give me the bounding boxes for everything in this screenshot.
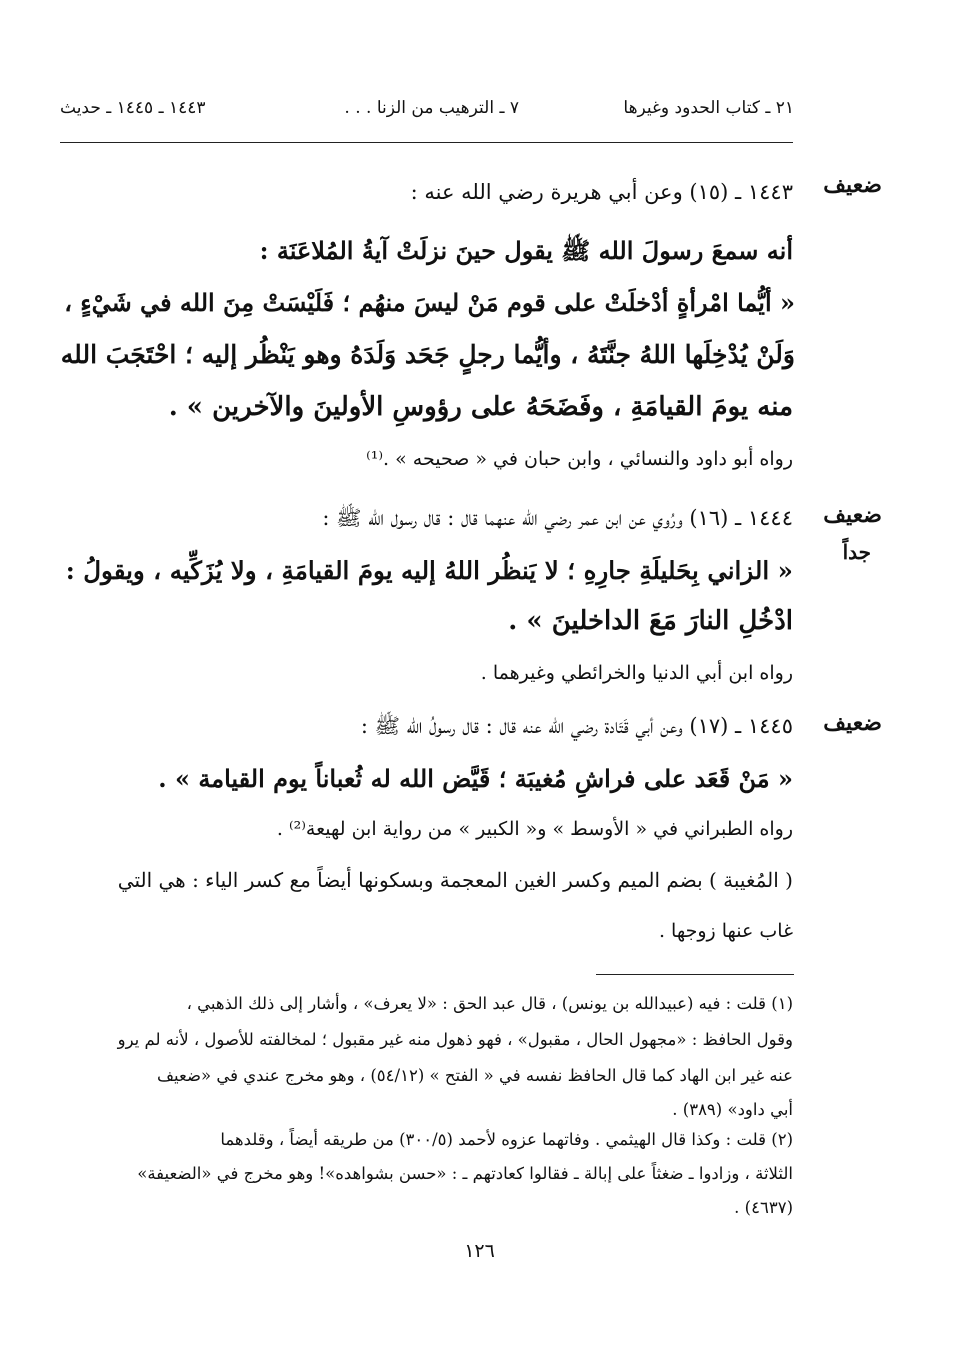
header-rule — [60, 142, 793, 143]
header-section: ٧ ـ الترهيب من الزنا . . . — [344, 98, 519, 118]
header-range: ١٤٤٣ ـ ١٤٤٥ ـ حديث — [60, 98, 206, 118]
hadith-line: « الزاني بِحَليلَةِ جارِهِ ؛ لا يَنظُر اللهُ إليه يومَ القيامَةِ ، ولا يُزَكِّيه ، ويقولُ : — [65, 556, 793, 585]
hadith-line: « أيُّما امْرأةٍ أدْخلَتْ على قوم مَنْ ليسَ منهُم ؛ فَلَيْسَتْ مِنَ الله في شَيْءٍ ، — [64, 288, 795, 317]
footnote-line: عنه غير ابن الهاد كما قال الحافظ نفسه في « الفتح » (٥٤/١٢) ، وهو مخرج عندي في «ضعيف — [156, 1066, 793, 1085]
hadith-line: أنه سمعَ رسولَ الله ﷺ يقول حينَ نزلَتْ آيةُ المُلاعَنَة : — [259, 236, 793, 265]
footnote-rule — [596, 974, 794, 975]
footnote-line: (٤٦٣٧) . — [734, 1198, 793, 1217]
footnote-line: وقول الحافظ : «مجهول الحال ، مقبول» ، فهو ذهول منه غير مقبول ؛ لمخالفته للأصول ، لأنه لم يرو — [117, 1030, 793, 1049]
hadith-intro-1444: ١٤٤٤ ـ (١٦) ورُوي عن ابن عمر رضي الله عنهما قال : قال رسول الله ﷺ : — [322, 506, 793, 530]
footnote-line: الثلاثة ، وزادوا ـ ضغثاً على إبالة ـ فقالوا كعادتهم ـ : «حسن بشواهده»! وهو مخرج في «الضعيفة» — [137, 1164, 793, 1183]
page-number: ١٢٦ — [464, 1240, 495, 1262]
hadith-source-1445: رواه الطبراني في « الأوسط » و« الكبير » من رواية ابن لهيعة⁽²⁾ . — [276, 818, 793, 840]
grade-label-1444-extra: جداً — [842, 540, 871, 564]
hadith-line: ادْخُلِ النارَ مَعَ الداخلينَ » . — [508, 606, 793, 636]
footnote-line: (٢) قلت : وكذا قال الهيثمي . وفاتهما عزوه لأحمد (٣٠٠/٥) من طريقه أيضاً ، وقلدهما — [220, 1130, 793, 1149]
gloss-line: ( المُغيبة ) بضم الميم وكسر الغين المعجمة وبسكونها أيضاً مع كسر الياء : هي التي — [117, 868, 793, 892]
grade-label-1443: ضعيف — [823, 172, 882, 198]
footnote-line: أبي داود» (٣٨٩) . — [672, 1100, 793, 1119]
grade-label-1444: ضعيف — [823, 502, 882, 528]
hadith-line: « مَنْ قَعَد على فراشِ مُغيبَة ؛ قَيَّض الله له ثُعباناً يوم القيامة » . — [158, 764, 793, 793]
hadith-intro-1443: ١٤٤٣ ـ (١٥) وعن أبي هريرة رضي الله عنه : — [410, 180, 793, 204]
hadith-source-1443: رواه أبو داود والنسائي ، وابن حبان في « صحيحه » .⁽¹⁾ — [366, 448, 793, 470]
hadith-line: منه يومَ القيامَةِ ، وفَضَحَهُ على رؤوسِ الأولينَ والآخرين » . — [168, 392, 793, 422]
hadith-intro-1445: ١٤٤٥ ـ (١٧) وعن أبي قَتَادة رضي الله عنه قال : قال رسولُ الله ﷺ : — [360, 714, 793, 738]
hadith-line: وَلَنْ يُدْخِلَها اللهُ جنَّتَهُ ، وأيُّما رجلٍ جَحَد وَلَدَهُ وهو يَنْظُر إليه ؛ احْتَجَبَ الله — [60, 340, 795, 369]
footnote-line: (١) قلت : فيه (عبيدالله بن يونس) ، قال عبد الحق : «لا يعرف» ، وأشار إلى ذلك الذهبي ، — [186, 994, 793, 1013]
gloss-line: غاب عنها زوجها . — [658, 920, 793, 942]
header-chapter: ٢١ ـ كتاب الحدود وغيرها — [623, 98, 794, 118]
grade-label-1445: ضعيف — [823, 710, 882, 736]
hadith-source-1444: رواه ابن أبي الدنيا والخرائطي وغيرهما . — [480, 662, 793, 684]
